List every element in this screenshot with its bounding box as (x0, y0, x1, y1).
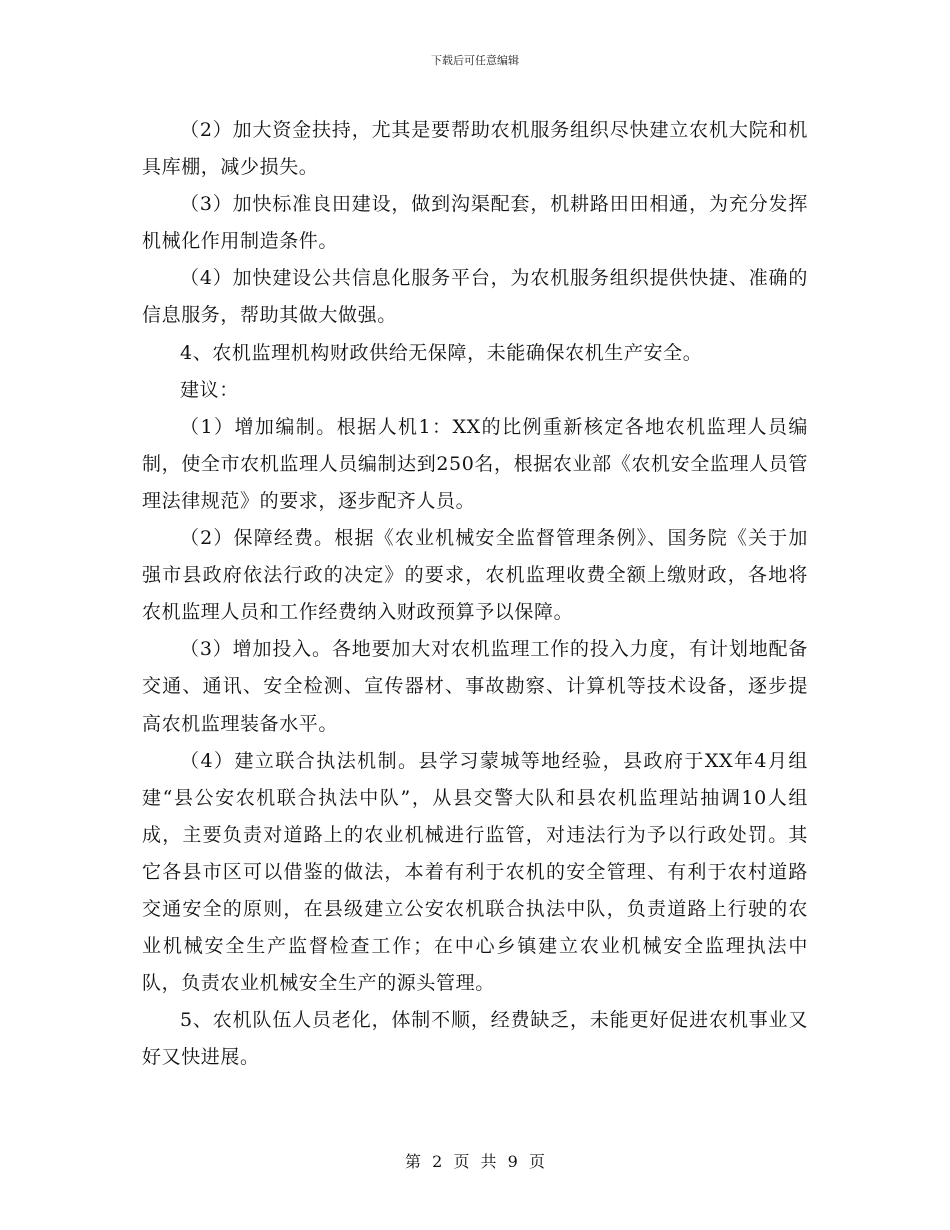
footer-label-page: 第 (405, 1152, 422, 1171)
paragraph: （2）保障经费。根据《农业机械安全监督管理条例》、国务院《关于加强市县政府依法行政的决定》的要求，农机监理收费全额上缴财政，各地将农机监理人员和工作经费纳入财政预算予以保障。 (142, 527, 808, 624)
section-heading: 5、农机队伍人员老化，体制不顺，经费缺乏，未能更好促进农机事业又好又快进展。 (142, 1009, 808, 1069)
paragraph: （4）加快建设公共信息化服务平台，为农机服务组织提供快捷、准确的信息服务，帮助其做大做强。 (142, 267, 808, 327)
footer-current-page: 2 (432, 1152, 443, 1171)
paragraph: （2）加大资金扶持，尤其是要帮助农机服务组织尽快建立农机大院和机具库棚，减少损失。 (142, 119, 808, 179)
footer-total-pages: 9 (507, 1152, 518, 1171)
suggestion-label: 建议： (180, 378, 239, 401)
page-number-footer (0, 1152, 950, 1172)
page-header: 下载后可任意编辑 (431, 54, 519, 67)
paragraph: （3）增加投入。各地要加大对农机监理工作的投入力度，有计划地配备交通、通讯、安全检测、宣传器材、事故勘察、计算机等技术设备，逐步提高农机监理装备水平。 (142, 638, 808, 735)
footer-label-total: 共 (480, 1152, 497, 1171)
paragraph: （4）建立联合执法机制。县学习蒙城等地经验，县政府于XX年4月组建“县公安农机联合执法中队”，从县交警大队和县农机监理站抽调10人组成，主要负责对道路上的农业机械进行监管，对违法行为予以行政处罚。其它各县市区可以借鉴的做法，本着有利于农机的安全管理、有利于农村道路交通安全的原则，在县级建立公安农机联合执法中队，负责道路上行驶的农业机械安全生产监督检查工作；在中心乡镇建立农业机械安全监理执法中队，负责农业机械安全生产的源头管理。 (142, 749, 808, 995)
footer-label-unit: 页 (453, 1152, 470, 1171)
document-body (142, 112, 808, 1076)
paragraph: （1）增加编制。根据人机1：XX的比例重新核定各地农机监理人员编制，使全市农机监理人员编制达到250名，根据农业部《农机安全监理人员管理法律规范》的要求，逐步配齐人员。 (142, 415, 808, 512)
footer-label-unit-end: 页 (528, 1152, 545, 1171)
section-heading: 4、农机监理机构财政供给无保障，未能确保农机生产安全。 (180, 341, 703, 364)
paragraph: （3）加快标准良田建设，做到沟渠配套，机耕路田田相通，为充分发挥机械化作用制造条件。 (142, 193, 808, 253)
